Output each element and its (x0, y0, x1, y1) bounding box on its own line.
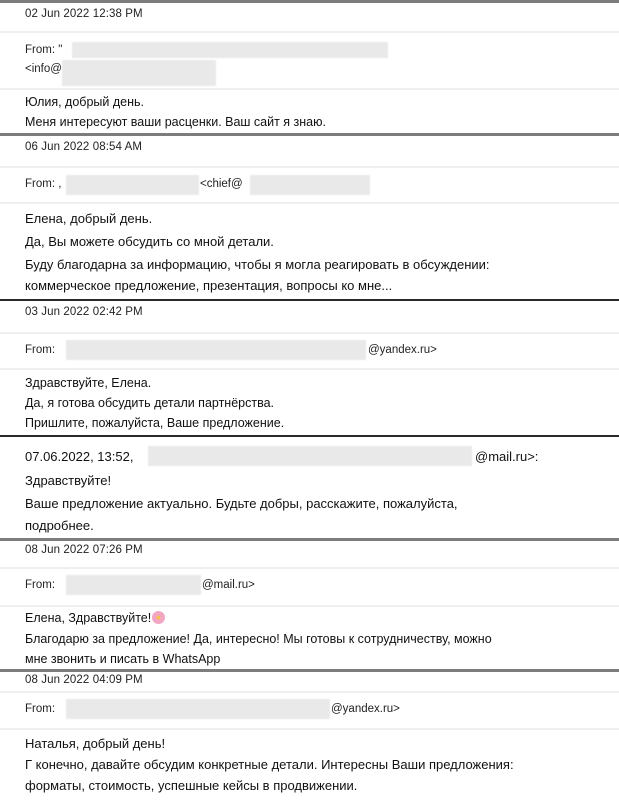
email-body-line: Да, Вы можете обсудить со мной детали. (25, 234, 274, 249)
flower-icon (152, 611, 165, 624)
email-body-line: Благодарю за предложение! Да, интересно! Мы готовы к сотрудничеству, можно (25, 632, 492, 646)
divider (0, 691, 619, 693)
email-from-address: <info@ (25, 63, 62, 75)
email-greeting: Елена, Здравствуйте! (25, 611, 152, 625)
email-from-domain: @yandex.ru> (331, 703, 400, 715)
redacted-sender (66, 340, 366, 360)
email-date: 08 Jun 2022 07:26 PM (25, 544, 143, 556)
divider (0, 567, 619, 569)
separator (0, 299, 619, 301)
email-from-label: From: (25, 344, 56, 356)
email-date: 02 Jun 2022 12:38 PM (25, 8, 143, 20)
email-body-line: Меня интересуют ваши расценки. Ваш сайт я знаю. (25, 115, 326, 129)
divider (0, 332, 619, 334)
email-from-label: From: (25, 703, 56, 715)
email-body-line: Елена, добрый день. (25, 211, 153, 226)
redacted-address (250, 175, 370, 195)
redacted-address (62, 60, 216, 86)
redacted-sender (66, 175, 199, 195)
redacted-sender (66, 699, 330, 719)
separator (0, 538, 619, 541)
divider (0, 88, 619, 90)
separator (0, 0, 619, 3)
email-body-line: Ваше предложение актуально. Будьте добры, расскажите, пожалуйста, (25, 496, 458, 511)
email-body-line: Буду благодарна за информацию, чтобы я могла реагировать в обсуждении: (25, 257, 490, 272)
separator (0, 669, 619, 672)
email-body-line: коммерческое предложение, презентация, вопросы ко мне... (25, 278, 393, 293)
email-body-line: Наталья, добрый день! (25, 736, 166, 751)
email-body-line: Пришлите, пожалуйста, Ваше предложение. (25, 416, 285, 430)
email-body-line: мне звонить и писать в WhatsApp (25, 652, 221, 666)
separator (0, 133, 619, 136)
email-from-label: From: " (25, 44, 63, 56)
email-from-domain: @mail.ru> (202, 579, 255, 591)
email-date: 08 Jun 2022 04:09 PM (25, 674, 143, 686)
email-header-prefix: 07.06.2022, 13:52, (25, 449, 134, 464)
email-body-line: Да, я готова обсудить детали партнёрства. (25, 396, 275, 410)
email-date: 06 Jun 2022 08:54 AM (25, 141, 143, 153)
email-from-label: From: (25, 579, 56, 591)
divider (0, 166, 619, 168)
separator (0, 435, 619, 437)
divider (0, 605, 619, 607)
redacted-sender (148, 446, 472, 466)
email-body-line: Здравствуйте! (25, 473, 112, 488)
divider (0, 368, 619, 370)
divider (0, 728, 619, 730)
email-body-line (25, 608, 165, 628)
email-body-line: Здравствуйте, Елена. (25, 376, 152, 390)
email-from-address: <chief@ (200, 178, 243, 190)
email-body-line: Г конечно, давайте обсудим конкретные детали. Интересны Ваши предложения: (25, 757, 514, 772)
email-date: 03 Jun 2022 02:42 PM (25, 306, 143, 318)
email-from-domain: @mail.ru>: (475, 449, 539, 464)
email-body-line: подробнее. (25, 518, 94, 533)
divider (0, 202, 619, 204)
divider (0, 31, 619, 33)
email-body-line: Юлия, добрый день. (25, 95, 144, 109)
redacted-sender (72, 42, 388, 58)
redacted-sender (66, 575, 201, 595)
email-body-line: форматы, стоимость, успешные кейсы в продвижении. (25, 778, 358, 793)
email-from-domain: @yandex.ru> (368, 344, 437, 356)
email-from-label: From: , (25, 178, 62, 190)
